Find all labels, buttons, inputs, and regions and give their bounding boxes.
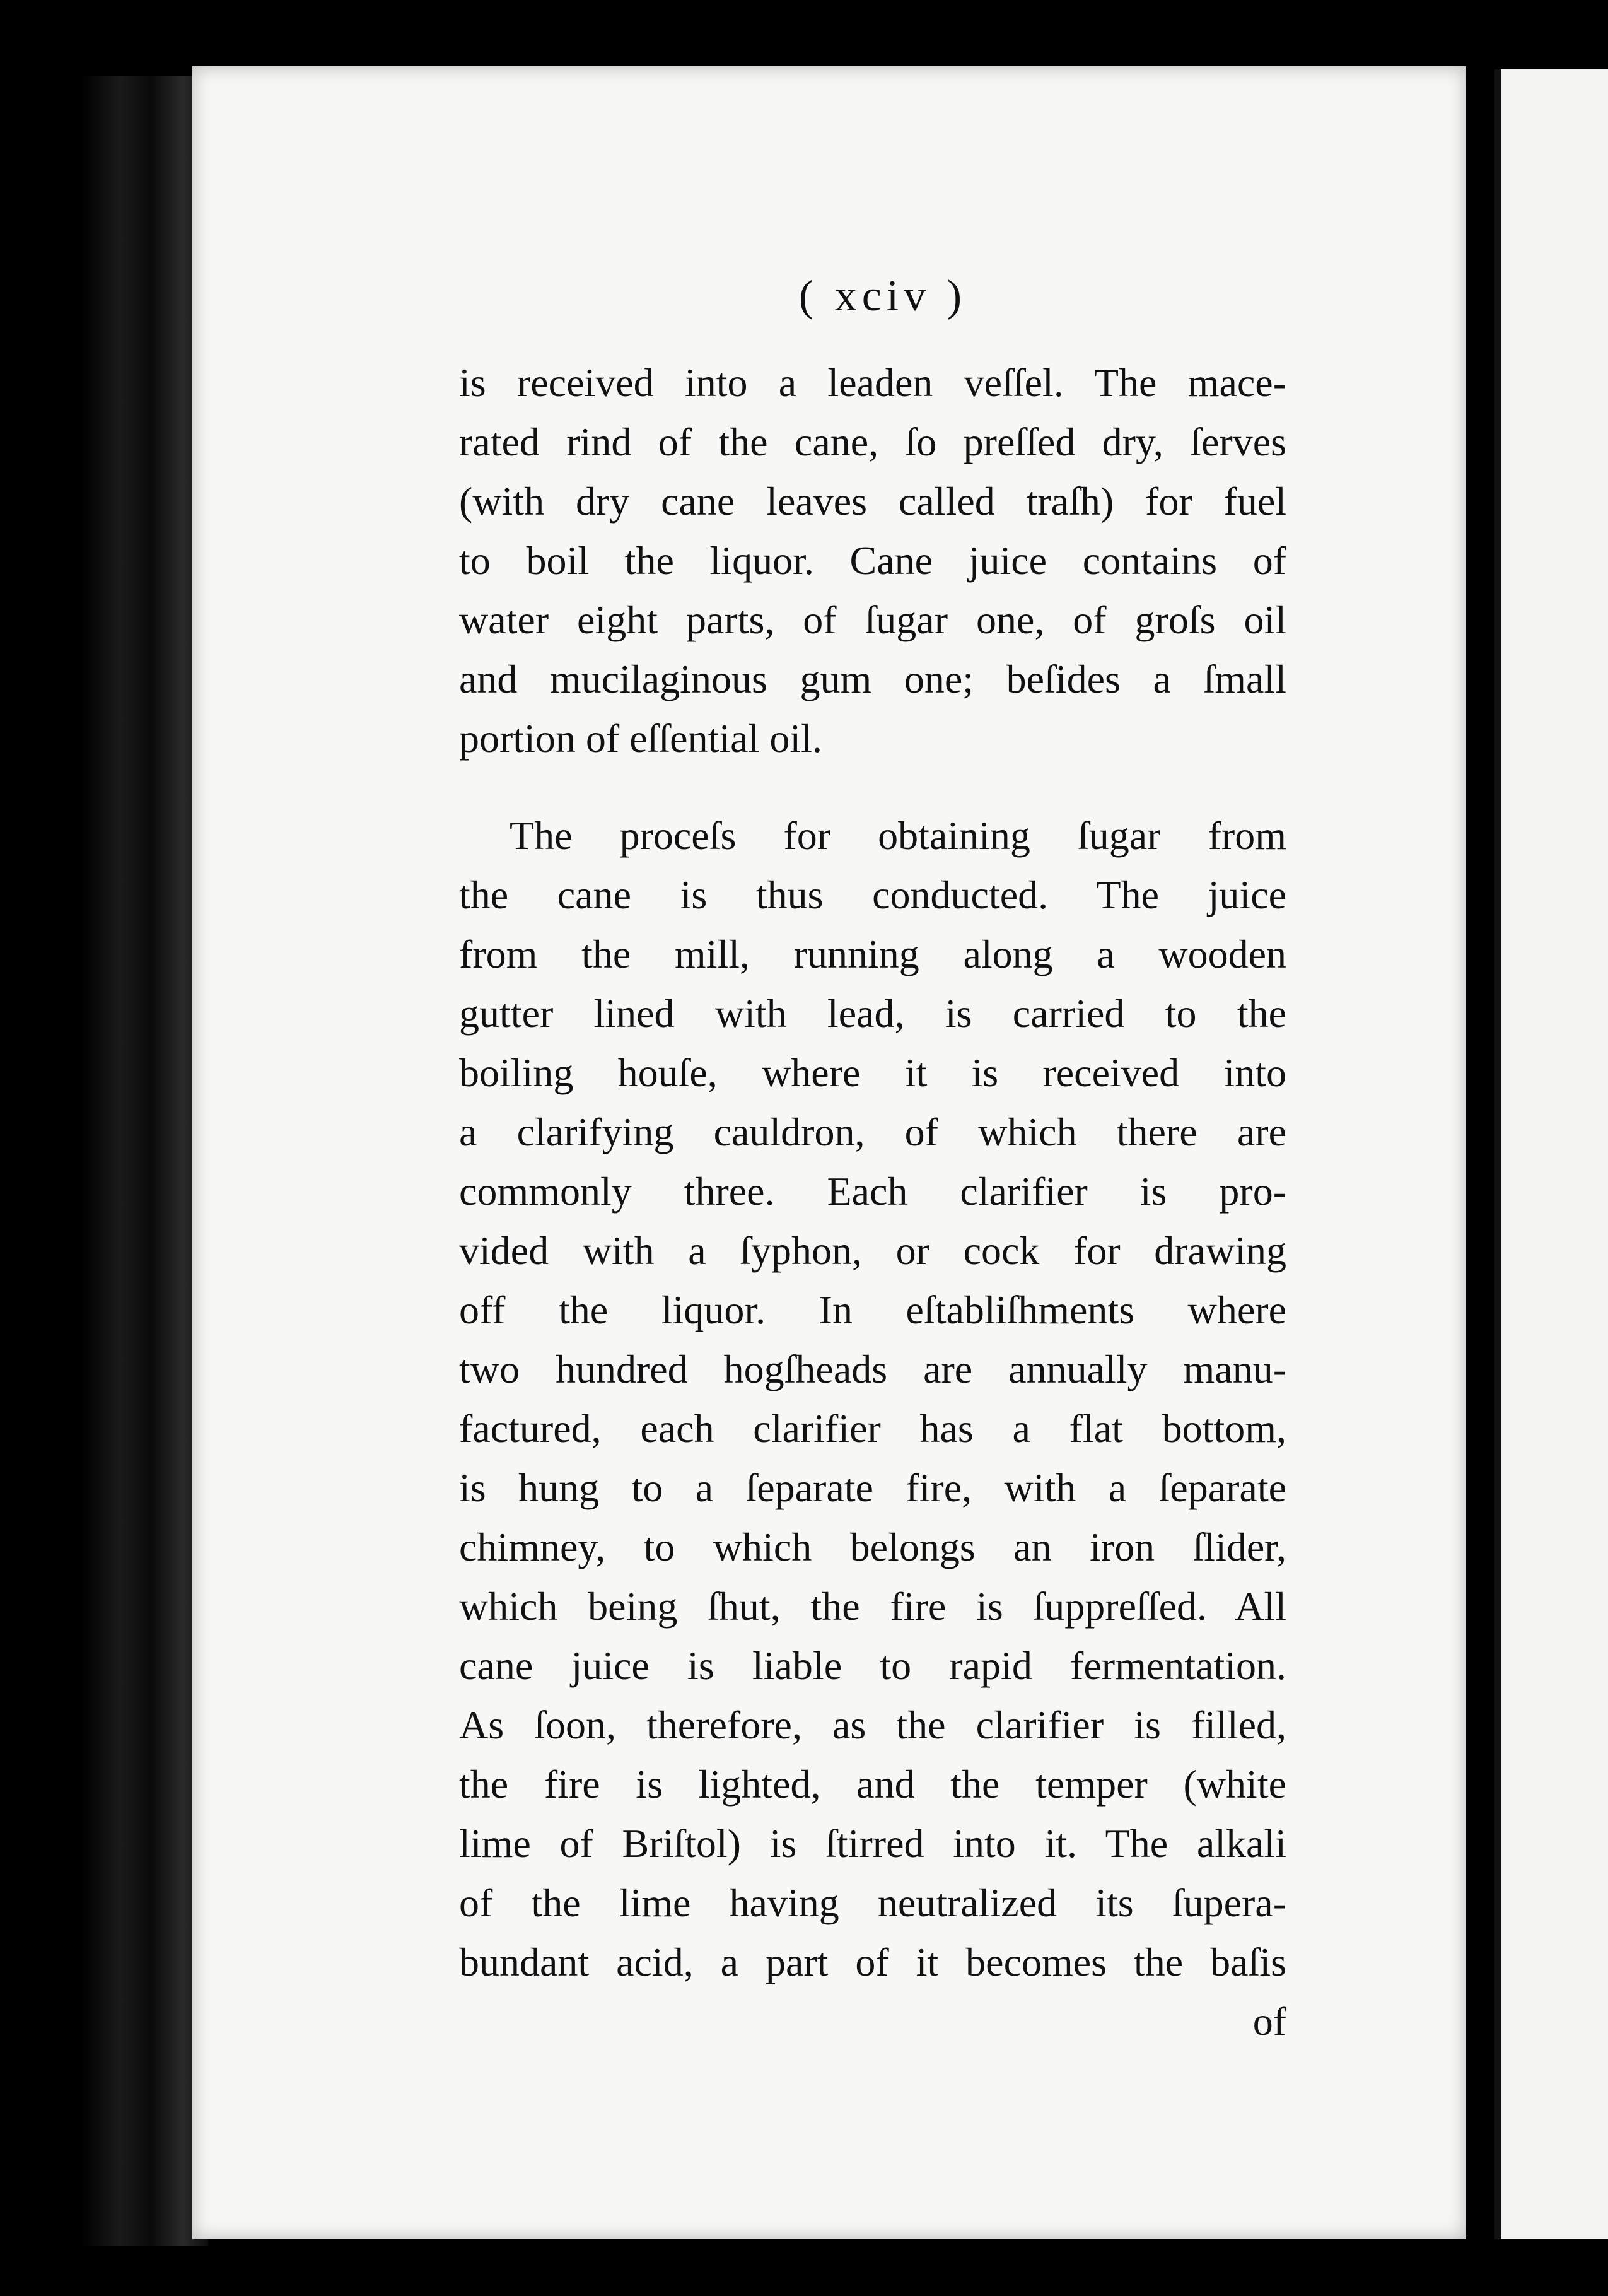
text-line: vided with a ſyphon, or cock for drawing: [459, 1228, 1286, 1273]
text-line: commonly three. Each clarifier is pro-: [459, 1169, 1286, 1214]
text-line: water eight parts, of ſugar one, of groſs oil: [459, 597, 1286, 642]
text-line: two hundred hogſheads are annually manu-: [459, 1347, 1286, 1391]
text-line: off the liquor. In eſtabliſhments where: [459, 1287, 1286, 1332]
page-text: [459, 353, 1286, 2051]
page-number-header: ( xciv ): [798, 272, 967, 320]
text-line: is hung to a ſeparate fire, with a ſeparate: [459, 1465, 1286, 1510]
catchword: of: [1252, 1999, 1286, 2044]
text-line: cane juice is liable to rapid fermentation.: [459, 1643, 1286, 1688]
text-line: from the mill, running along a wooden: [459, 932, 1286, 976]
text-line: to boil the liquor. Cane juice contains of: [459, 538, 1286, 583]
text-line: rated rind of the cane, ſo preſſed dry, ſerves: [459, 419, 1286, 464]
book-binding-edge: [82, 76, 208, 2246]
text-line: chimney, to which belongs an iron ſlider,: [459, 1525, 1286, 1569]
facing-page-edge: [1494, 69, 1608, 2239]
text-line: and mucilaginous gum one; beſides a ſmall: [459, 657, 1286, 701]
text-line: boiling houſe, where it is received into: [459, 1050, 1286, 1095]
text-line: which being ſhut, the fire is ſuppreſſed. All: [459, 1584, 1286, 1629]
text-line: portion of eſſential oil.: [459, 716, 822, 761]
text-line: lime of Briſtol) is ſtirred into it. The alkali: [459, 1821, 1286, 1866]
text-line: (with dry cane leaves called traſh) for fuel: [459, 479, 1286, 524]
text-line: factured, each clarifier has a flat bottom,: [459, 1406, 1286, 1451]
text-line: As ſoon, therefore, as the clarifier is filled,: [459, 1702, 1286, 1747]
text-line: The proceſs for obtaining ſugar from: [510, 813, 1286, 858]
text-line: is received into a leaden veſſel. The mace-: [459, 360, 1286, 405]
text-line: of the lime having neutralized its ſupera-: [459, 1880, 1286, 1925]
text-line: gutter lined with lead, is carried to the: [459, 991, 1286, 1036]
text-line: bundant acid, a part of it becomes the baſis: [459, 1940, 1286, 1984]
text-line: the cane is thus conducted. The juice: [459, 872, 1286, 917]
text-line: a clarifying cauldron, of which there are: [459, 1110, 1286, 1154]
paragraph-break: [459, 768, 1286, 806]
text-line: the fire is lighted, and the temper (white: [459, 1762, 1286, 1807]
